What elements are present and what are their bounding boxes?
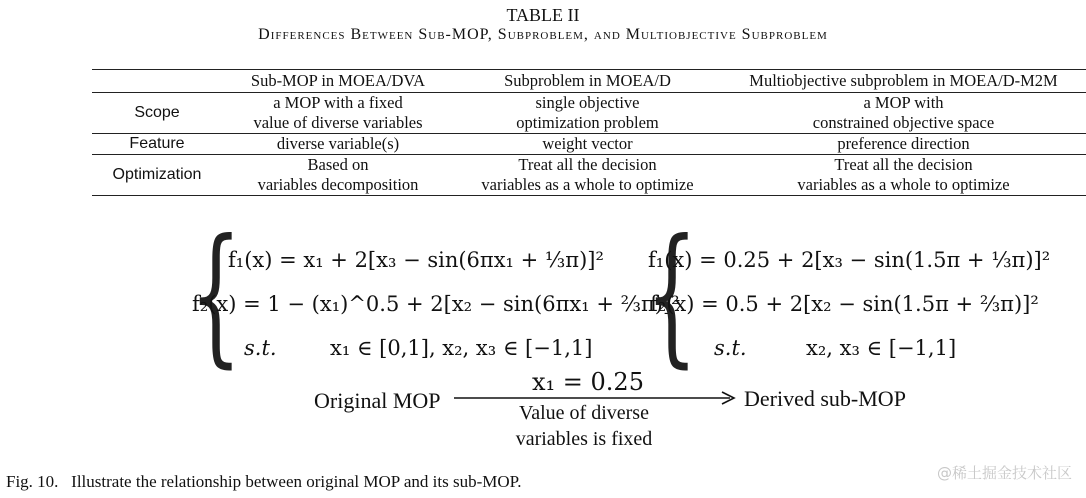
table-row bbox=[92, 93, 1086, 134]
table-title: TABLE II bbox=[506, 5, 580, 25]
row-label-optimization: Optimization bbox=[112, 166, 202, 183]
arrow-caption-line-2: variables is fixed bbox=[515, 428, 653, 450]
fixed-x1-value: x₁ = 0.25 bbox=[532, 368, 644, 396]
column-header-submop: Sub-MOP in MOEA/DVA bbox=[250, 71, 426, 90]
derived-constraint: x₂, x₃ ∈ [−1,1] bbox=[806, 336, 957, 360]
table-cell: single objective optimization problem bbox=[516, 93, 659, 132]
column-header-m2m: Multiobjective subproblem in MOEA/D-M2M bbox=[749, 71, 1058, 90]
table-row bbox=[92, 155, 1086, 196]
watermark: @稀土掘金技术社区 bbox=[936, 464, 1072, 482]
column-header-subproblem: Subproblem in MOEA/D bbox=[504, 71, 671, 90]
column-header-empty bbox=[92, 70, 222, 93]
row-label-scope: Scope bbox=[134, 104, 180, 121]
table-row bbox=[92, 134, 1086, 155]
table-cell: Treat all the decision variables as a whole to optimize bbox=[481, 155, 694, 194]
row-label-feature: Feature bbox=[129, 135, 185, 152]
derived-st-label: s.t. bbox=[714, 336, 747, 360]
right-brace-icon: { bbox=[645, 208, 698, 382]
figure-caption: Fig. 10. Illustrate the relationship between original MOP and its sub-MOP. bbox=[6, 472, 522, 491]
arrow-caption-line-1: Value of diverse bbox=[519, 402, 649, 424]
table-cell: diverse variable(s) bbox=[276, 134, 400, 153]
table-header-row bbox=[92, 70, 1086, 93]
table-cell: a MOP with a fixed value of diverse variables bbox=[253, 93, 423, 132]
table-cell: a MOP with constrained objective space bbox=[812, 93, 995, 132]
original-f2-equation: f₂(x) = 1 − (x₁)^0.5 + 2[x₂ − sin(6πx₁ + ⅔π)]² bbox=[192, 292, 680, 316]
table-subtitle: Differences Between Sub-MOP, Subproblem, and Multiobjective Subproblem bbox=[258, 26, 828, 43]
derived-submop-label: Derived sub-MOP bbox=[744, 386, 906, 411]
table-cell: preference direction bbox=[837, 134, 970, 153]
table-cell: Treat all the decision variables as a whole to optimize bbox=[797, 155, 1010, 194]
table-cell: Based on variables decomposition bbox=[257, 155, 419, 194]
original-st-label: s.t. bbox=[244, 336, 277, 360]
original-constraint: x₁ ∈ [0,1], x₂, x₃ ∈ [−1,1] bbox=[330, 336, 593, 360]
original-mop-label: Original MOP bbox=[314, 388, 441, 413]
left-brace-icon: { bbox=[189, 208, 242, 382]
original-f1-equation: f₁(x) = x₁ + 2[x₃ − sin(6πx₁ + ⅓π)]² bbox=[228, 248, 604, 272]
comparison-table bbox=[92, 69, 1086, 196]
table-cell: weight vector bbox=[542, 134, 633, 153]
derived-f2-equation: f₂(x) = 0.5 + 2[x₂ − sin(1.5π + ⅔π)]² bbox=[650, 292, 1039, 316]
derived-f1-equation: f₁(x) = 0.25 + 2[x₃ − sin(1.5π + ⅓π)]² bbox=[648, 248, 1051, 272]
